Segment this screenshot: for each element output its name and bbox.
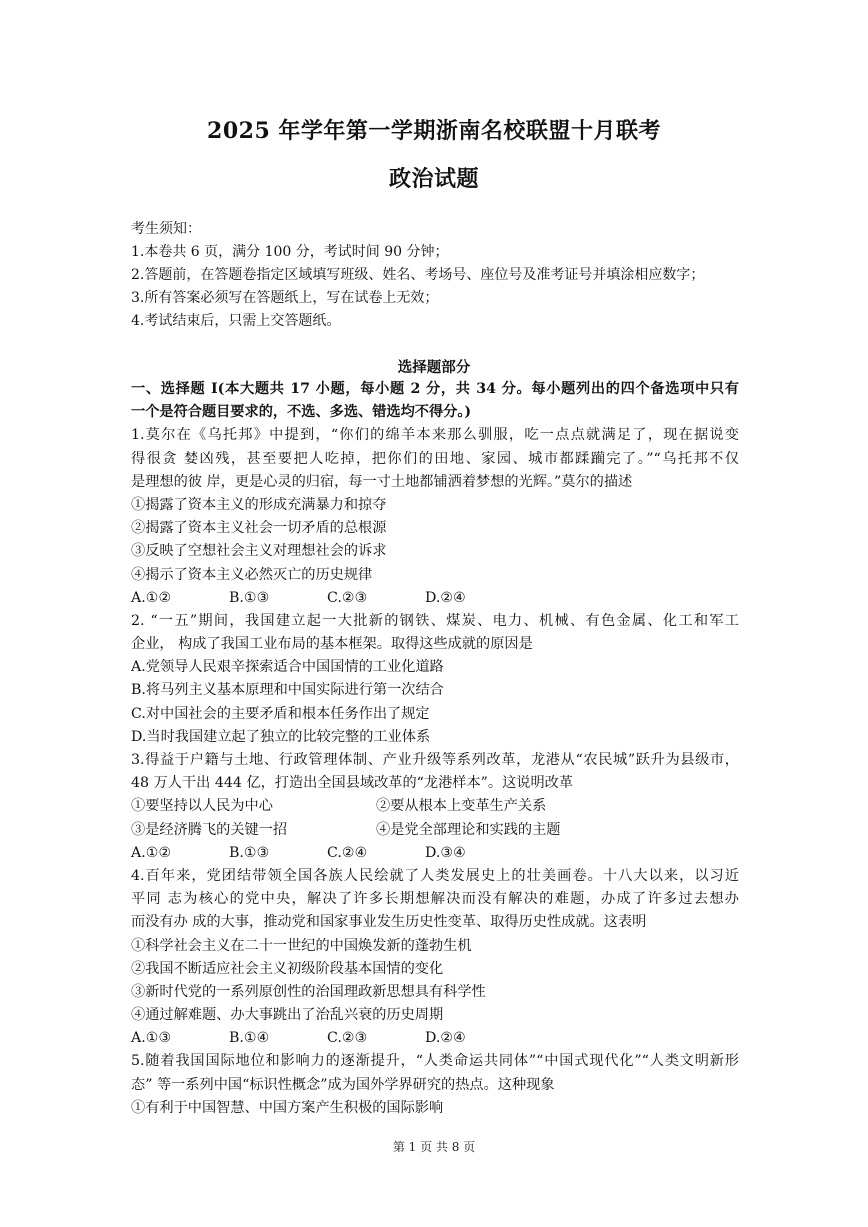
statement-item: ③反映了空想社会主义对理想社会的诉求 <box>131 543 387 560</box>
statement-item: ②我国不断适应社会主义初级阶段基本国情的变化 <box>131 960 444 977</box>
question-4 <box>131 865 739 1051</box>
question-stem: 是理想的彼 岸，更是心灵的归宿，每一寸土地都铺洒着梦想的光辉。”莫尔的描述 <box>131 473 633 490</box>
statement-item: ①有利于中国智慧、中国方案产生积极的国际影响 <box>131 1099 444 1116</box>
option-c: C.②④ <box>327 844 368 861</box>
section-title: 选择题部分 <box>397 359 471 376</box>
option-c: C.②③ <box>327 1030 368 1047</box>
question-stem: 2. “一五”期间，我国建立起一大批新的钢铁、煤炭、电力、机械、有色金属、化工和军工 <box>131 612 739 629</box>
exam-subject: 政治试题 <box>388 166 479 192</box>
section-instruction: 一个是符合题目要求的，不选、多选、错选均不得分。) <box>131 404 472 421</box>
question-stem: 平同 志为核心的党中央，解决了许多长期想解决而没有解决的难题，办成了许多过去想办 <box>131 891 739 908</box>
option-a: A.①② <box>131 844 172 861</box>
notice-heading: 考生须知： <box>131 221 201 237</box>
question-stem: 4.百年来，党团结带领全国各族人民绘就了人类发展史上的壮美画卷。十八大以来，以习近 <box>131 867 739 884</box>
statement-item: ②要从根本上变革生产关系 <box>376 798 547 815</box>
statement-item: ①科学社会主义在二十一世纪的中国焕发新的蓬勃生机 <box>131 937 472 954</box>
question-stem: 而没有办 成的大事，推动党和国家事业发生历史性变革、取得历史性成就。这表明 <box>131 914 647 931</box>
candidate-notice <box>131 218 743 333</box>
statement-item: ④是党全部理论和实践的主题 <box>376 821 561 838</box>
notice-item: 3.所有答案必须写在答题纸上，写在试卷上无效； <box>131 290 439 306</box>
statement-item: ④揭示了资本主义必然灭亡的历史规律 <box>131 566 373 583</box>
statement-item: ④通过解难题、办大事跳出了治乱兴衰的历史周期 <box>131 1007 444 1024</box>
statement-item: ①揭露了资本主义的形成充满暴力和掠夺 <box>131 496 387 513</box>
option-b: B.①③ <box>229 589 270 606</box>
question-stem: 1.莫尔在《乌托邦》中提到，“你们的绵羊本来那么驯服，吃一点点就满足了，现在据说变 <box>131 427 739 444</box>
notice-item: 2.答题前，在答题卷指定区域填写班级、姓名、考场号、座位号及准考证号并填涂相应数字； <box>131 267 705 283</box>
question-stem: 5.随着我国国际地位和影响力的逐渐提升，“人类命运共同体”“中国式现代化”“人类文明新形 <box>131 1053 739 1070</box>
statement-item: ③新时代党的一系列原创性的治国理政新思想具有科学性 <box>131 983 486 1000</box>
option-item: C.对中国社会的主要矛盾和根本任务作出了规定 <box>131 705 430 722</box>
option-a: A.①② <box>131 589 172 606</box>
option-b: B.①③ <box>229 844 270 861</box>
statement-item: ①要坚持以人民为中心 <box>131 798 273 815</box>
exam-title: 2025 年学年第一学期浙南名校联盟十月联考 <box>207 118 661 144</box>
statement-pair <box>131 795 739 818</box>
option-item: A.党领导人民艰辛探索适合中国国情的工业化道路 <box>131 659 444 676</box>
answer-options <box>131 1027 739 1050</box>
option-d: D.②④ <box>425 1030 466 1047</box>
answer-options <box>131 842 739 865</box>
section-instruction: 一、选择题 I(本大题共 17 小题，每小题 2 分，共 34 分。每小题列出的四个备选项中只有 <box>131 381 739 397</box>
option-c: C.②③ <box>327 589 368 606</box>
question-stem: 3.得益于户籍与土地、行政管理体制、产业升级等系列改革，龙港从“农民城”跃升为县级市， <box>131 752 739 768</box>
question-stem: 得很贪 婪凶残，甚至要把人吃掉，把你们的田地、家园、城市都蹂躏完了。”“乌托邦不仅 <box>131 450 739 467</box>
statement-item: ③是经济腾飞的关键一招 <box>131 821 288 838</box>
option-d: D.②④ <box>425 589 466 606</box>
option-d: D.③④ <box>425 844 466 861</box>
question-1 <box>131 424 739 610</box>
option-item: B.将马列主义基本原理和中国实际进行第一次结合 <box>131 682 444 699</box>
option-item: D.当时我国建立起了独立的比较完整的工业体系 <box>131 728 431 745</box>
question-2 <box>131 610 739 749</box>
question-stem: 48 万人干出 444 亿，打造出全国县域改革的“龙港样本”。这说明改革 <box>131 775 574 792</box>
statement-item: ②揭露了资本主义社会一切矛盾的总根源 <box>131 520 387 537</box>
question-3 <box>131 749 739 865</box>
option-a: A.①③ <box>131 1030 172 1047</box>
notice-item: 1.本卷共 6 页，满分 100 分，考试时间 90 分钟； <box>131 244 449 260</box>
questions-body <box>131 378 739 1120</box>
question-stem: 企业， 构成了我国工业布局的基本框架。取得这些成就的原因是 <box>131 636 533 653</box>
answer-options <box>131 587 739 610</box>
question-stem: 态” 等一系列中国“标识性概念”成为国外学界研究的热点。这种现象 <box>131 1076 555 1093</box>
statement-pair <box>131 819 739 842</box>
question-5 <box>131 1050 739 1120</box>
option-b: B.①④ <box>229 1030 270 1047</box>
page-number: 第 1 页 共 8 页 <box>392 1140 476 1154</box>
notice-item: 4.考试结束后，只需上交答题纸。 <box>131 313 341 329</box>
